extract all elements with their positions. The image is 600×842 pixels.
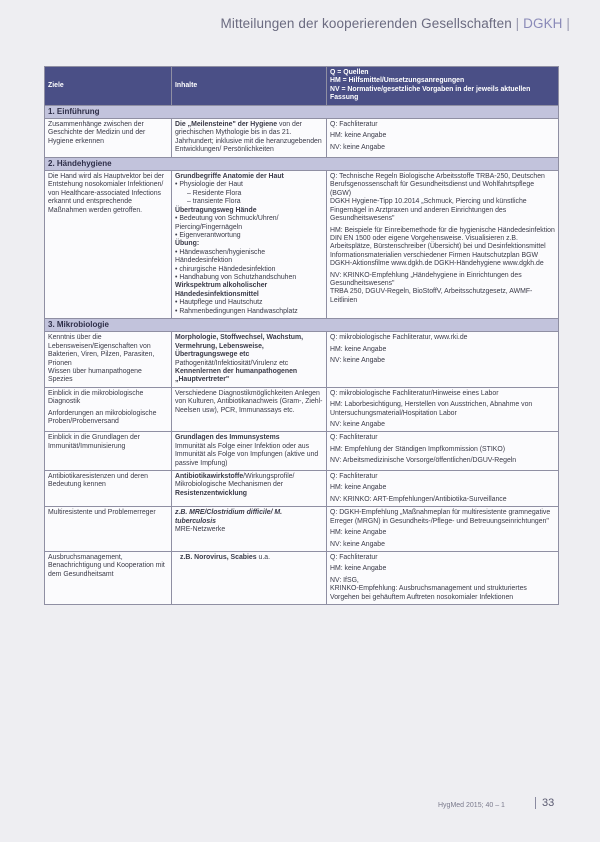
q-line: Q: mikrobiologische Fachliteratur, www.rki.de [330,334,468,342]
inhalt-line: Immunität als Folge einer Infektion oder aus Immunität als Folge von Impfungen (aktive und passive Impfung) [175,442,319,467]
inhalt-bold: Antibiotikawirkstoffe [175,473,244,481]
ziel-cell [45,387,172,432]
inhalt-cell [172,171,327,319]
table-row [45,332,559,387]
inhalt-cell: Verschiedene Diagnostikmöglichkeiten Anlegen von Kulturen, Antibiotikanachweis (Gram-, Ziehl-Neelsen usw), PCR, Immunassays etc. [172,387,327,432]
q-line: Q: Fachliteratur [330,434,378,442]
ziel-cell: Einblick in die Grundlagen der Immunität/Immunisierung [45,432,172,471]
quellen-cell [327,551,559,604]
inhalt-line: Morphologie, Stoffwechsel, Wachstum, Vermehrung, Lebensweise, Übertragungswege etc [175,334,303,359]
section-row [45,157,559,170]
q-line: Q: Technische Regeln Biologische Arbeitsstoffe TRBA-250, Deutschen Berufsgenossenschaft für Gesundheitsdienst und Wohlfahrtspflege (BGW) [330,173,545,197]
table-row [45,387,559,432]
hm-line: HM: keine Angabe [330,565,387,573]
inhalt-line: • Eigenverantwortung [175,231,241,239]
inhalt-cell [172,551,327,604]
hm-line: HM: keine Angabe [330,132,387,140]
inhalt-line: Pathogenität/Infektiosität/Virulenz etc [175,359,289,367]
inhalt-cell [172,332,327,387]
quellen-cell [327,471,559,507]
hm-line: HM: keine Angabe [330,484,387,492]
quellen-cell [327,171,559,319]
ziel-line: Ausbruchsmanagement, [48,553,123,561]
page-number: 33 [535,797,554,809]
nv-line: NV: keine Angabe [330,143,385,151]
table-header-row [45,67,559,106]
ziel-line: Kenntnis über die Lebensweisen/Eigenschaften von Bakterien, Viren, Pilzen, Parasiten, Prionen [48,334,155,367]
header-quellen [327,67,559,106]
inhalt-bold: Die „Meilensteine" der Hygiene [175,121,278,129]
inhalt-line: Grundbegriffe Anatomie der Haut [175,173,284,181]
inhalt-line: z.B. MRE/Clostridium difficile/ M. tuberculosis [175,509,283,525]
inhalt-line: MRE-Netzwerke [175,526,226,534]
hm-line: HM: keine Angabe [330,529,387,537]
nv-line: NV: keine Angabe [330,421,385,429]
nv-line: TRBA 250, DGUV-Regeln, BioStoffV, Arbeitsschutzgesetz, AWMF-Leitlinien [330,288,533,304]
quellen-cell [327,507,559,552]
inhalt-line: Übung: [175,240,200,248]
inhalt-text: von der griechischen Mythologie bis in das 21. Jahrhundert; inklusive mit die heranzugebenden Entwicklungen/ Persönlichkeiten [175,121,322,154]
inhalt-line: • Bedeutung von Schmuck/Uhren/ Piercing/Fingernägeln [175,215,279,231]
header-org: DGKH [523,16,563,31]
inhalt-line: Resistenzentwicklung [175,489,247,497]
inhalt-line: Übertragungsweg Hände [175,206,257,214]
ziel-cell [45,332,172,387]
hm-line: HM: keine Angabe [330,345,387,353]
page-header [221,16,570,31]
inhalt-line: – transiente Flora [187,198,241,206]
inhalt-line: • chirurgische Händedesinfektion [175,265,276,273]
section-title: 1. Einführung [45,105,559,118]
header-q: Q = Quellen [330,69,369,76]
table-row [45,551,559,604]
inhalt-cell [172,471,327,507]
ziel-cell [45,551,172,604]
q-line: Q: Fachliteratur [330,121,378,129]
inhalt-line: Wirkspektrum alkoholischer Händedesinfektionsmittel [175,282,268,298]
inhalt-bold: z.B. Norovirus, Scabies [180,553,257,561]
table-row [45,432,559,471]
inhalt-text: /Wirkungsprofile/ Mikrobiologische Mechanismen der [175,473,295,489]
inhalt-line: • Physiologie der Haut [175,181,243,189]
ziel-line: Wissen über humanpathogene Spezies [48,368,142,384]
header-separator-end: | [562,16,570,31]
ziel-cell: Zusammenhänge zwischen der Geschichte der Medizin und der Hygiene erkennen [45,119,172,158]
nv-line: NV: Arbeitsmedizinische Vorsorge/öffentlichen/DGUV-Regeln [330,457,517,465]
hm-line: HM: Laborbesichtigung, Herstellen von Ausstrichen, Abnahme von Untersuchungsmaterial/Hospitation Labor [330,401,533,417]
footer-journal: HygMed 2015; 40 – 1 [438,802,505,809]
nv-line: NV: KRINKO-Empfehlung „Händehygiene in Einrichtungen des Gesundheitswesens" [330,271,522,287]
table-row [45,471,559,507]
inhalt-cell [172,119,327,158]
nv-line: NV: KRINKO: ART-Empfehlungen/Antibiotika-Surveillance [330,495,507,503]
nv-line: NV: IfSG, [330,576,359,584]
section-row [45,105,559,118]
ziel-cell: Multiresistente und Problemerreger [45,507,172,552]
inhalt-text: u.a. [256,553,271,561]
quellen-cell [327,332,559,387]
section-row [45,318,559,331]
nv-line: NV: keine Angabe [330,357,385,365]
inhalt-line: Kennenlernen der humanpathogenen „Hauptvertreter" [175,368,298,384]
inhalt-line: • Händewaschen/hygienische Händedesinfektion [175,248,266,265]
inhalt-line: • Handhabung von Schutzhandschuhen [175,273,297,281]
nv-line: KRINKO-Empfehlung: Ausbruchsmanagement und strukturiertes Vorgehen bei gehäuftem Auftreten nosokomialer Infektionen [330,585,527,601]
nv-line: NV: keine Angabe [330,540,385,548]
ziel-line: Benachrichtigung und Kooperation mit dem Gesundheitsamt [48,562,165,578]
table-row [45,119,559,158]
inhalt-cell [172,507,327,552]
inhalt-line: – Residente Flora [187,189,242,197]
ziel-cell: Die Hand wird als Hauptvektor bei der Entstehung nosokomialer Infektionen/ von Healthcare-associated Infections erkannt und entsprechende Maßnahmen werden getroffen. [45,171,172,319]
curriculum-table [44,66,559,605]
ziel-line: Einblick in die mikrobiologische Diagnostik [48,389,144,406]
section-title: 2. Händehygiene [45,157,559,170]
table-row [45,507,559,552]
ziel-line: Anforderungen an mikrobiologische Proben/Probenversand [48,409,157,426]
hm-line: HM: Beispiele für Einreibemethode für die hygienische Händedesinfektion DIN EN 1500 oder eigene Vorgehensweise. Visualisieren z.B. Arbeitsplätze, Bürstenschreiber (Übersicht) bei und Desinfektionsmittel Informationsmaterialien verschiedener Firmen Hautschutzplan BGW [330,226,555,259]
header-nv: NV = Normative/gesetzliche Vorgaben in der jeweils aktuellen Fassung [330,85,531,102]
quellen-cell [327,119,559,158]
section-title: 3. Mikrobiologie [45,318,559,331]
q-line: Q: DGKH-Empfehlung „Maßnahmeplan für multiresistente gramnegative Erreger (MRGN) in Gesundheits-/Pflege- und Betreuungseinrichtungen" [330,509,551,525]
q-line: Q: Fachliteratur [330,553,378,561]
header-ziele: Ziele [45,67,172,106]
header-inhalte: Inhalte [172,67,327,106]
inhalt-line: • Rahmenbedingungen Handwaschplatz [175,307,298,315]
hm-line: DGKH-Aktionsfilme www.dgkh.de DGKH-Händehygiene www.dgkh.de [330,260,544,268]
table-row [45,171,559,319]
q-line: Q: mikrobiologische Fachliteratur/Hinweise eines Labor [330,389,499,397]
quellen-cell [327,432,559,471]
quellen-cell [327,387,559,432]
inhalt-line: Grundlagen des Immunsystems [175,434,280,442]
ziel-cell: Antibiotikaresistenzen und deren Bedeutung kennen [45,471,172,507]
header-separator: | [511,16,524,31]
q-line: DGKH Hygiene-Tipp 10.2014 „Schmuck, Piercing und künstliche Fingernägel in Arztpraxen und anderen Einrichtungen des Gesundheitswesens" [330,198,527,223]
inhalt-line: • Hautpflege und Hautschutz [175,299,263,307]
header-hm: HM = Hilfsmittel/Umsetzungsanregungen [330,77,465,85]
inhalt-cell [172,432,327,471]
q-line: Q: Fachliteratur [330,473,378,481]
header-title: Mitteilungen der kooperierenden Gesellschaften [220,16,512,31]
hm-line: HM: Empfehlung der Ständigen Impfkommission (STIKO) [330,445,506,453]
